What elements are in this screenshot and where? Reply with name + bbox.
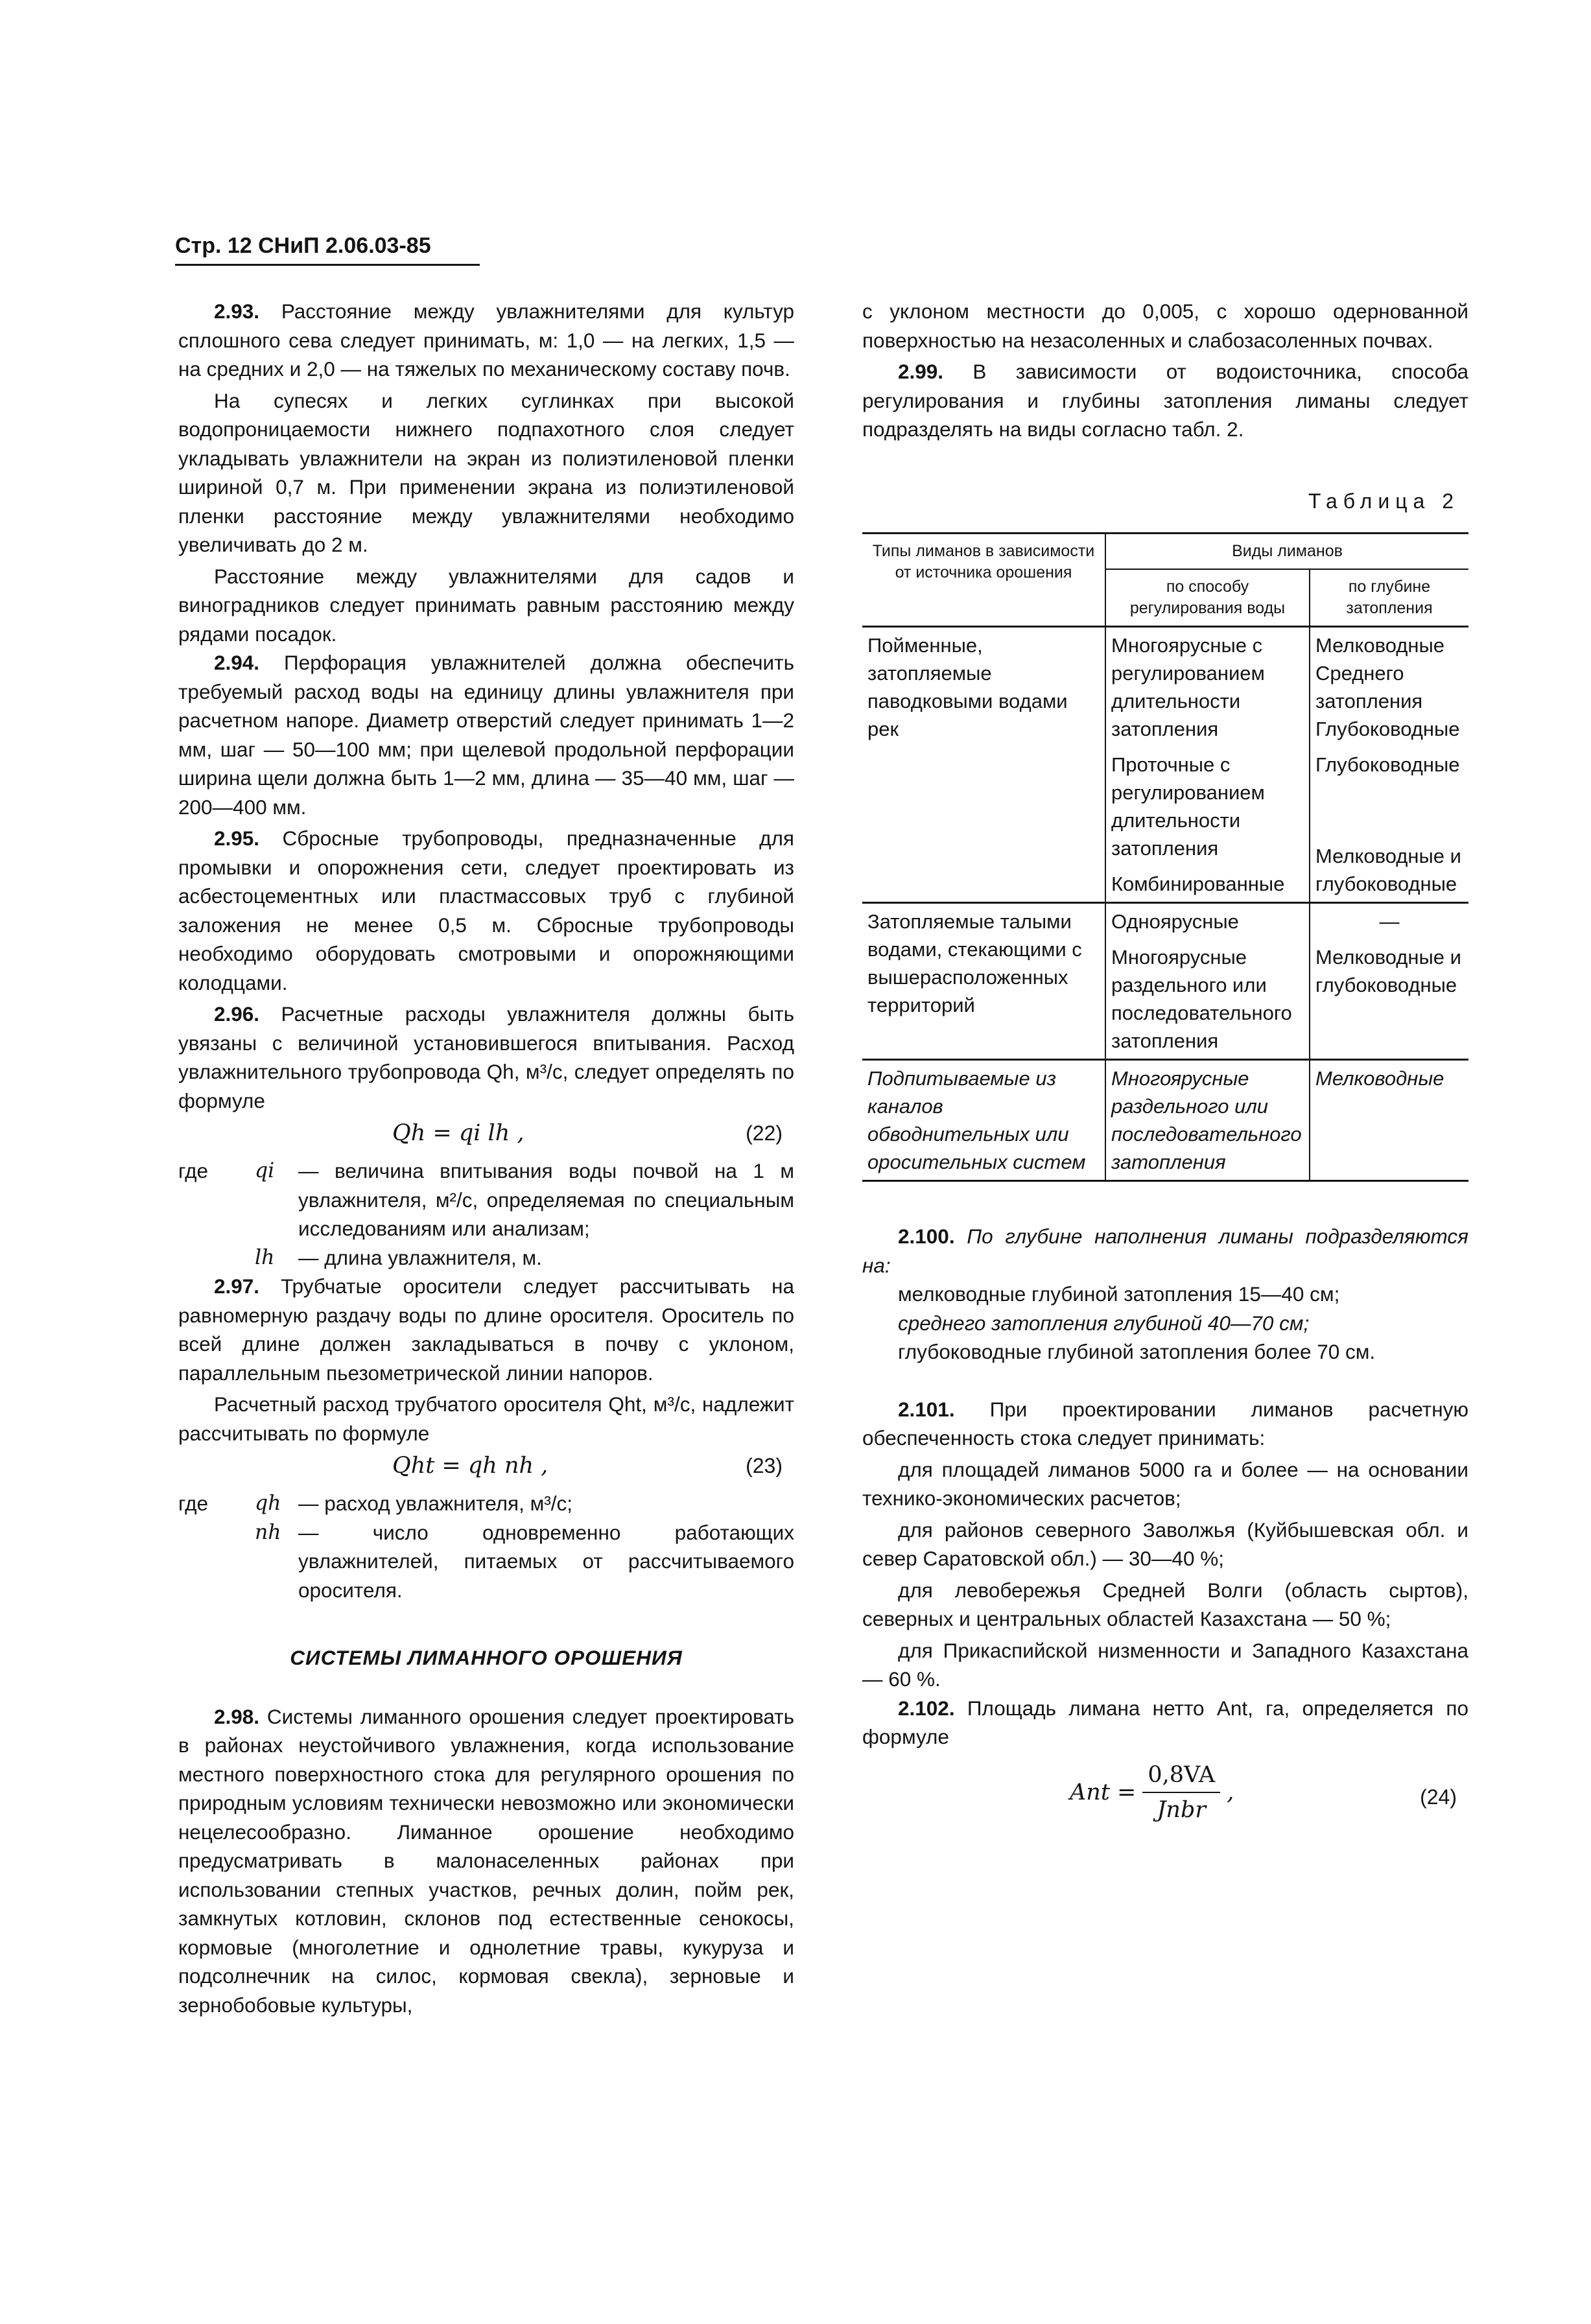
left-column <box>178 297 794 2019</box>
where-item <box>178 1489 794 1518</box>
list-item: для площадей лиманов 5000 га и более — на основании технико-экономических расчетов; <box>862 1457 1468 1510</box>
formula-expression: Qht = qh nh , <box>392 1453 548 1479</box>
table-cell-depth: Мелководные Среднего затопления Глубоководные Глубоководные Мелководные и глубоководные <box>1310 627 1468 903</box>
header-depth: по глубине затопления <box>1310 569 1468 627</box>
clause-text: Сбросные трубопроводы, предназначенные для промывки и опорожнения сети, следует проектировать из асбестоцементных или пластмассовых труб с глубиной заложения не менее 0,5 м. Сбросные трубопроводы необходимо оборудовать смотровыми и опорожняющими колодцами. <box>178 827 794 994</box>
symbol: nh <box>255 1520 281 1544</box>
formula-number: (23) <box>746 1454 783 1477</box>
paragraph-2-93-screen: На супесях и легких суглинках при высокой водопроницаемости нижнего подпахотного слоя следует укладывать увлажнители на экран из полиэтиленовой пленки шириной 0,7 м. При применении экрана из полиэтиленовой пленки расстояние между увлажнителями необходимо увеличивать до 2 м. <box>178 388 794 556</box>
table-cell-type: Подпитываемые из каналов обводнительных или оросительных систем <box>862 1060 1105 1181</box>
formula-23 <box>178 1448 794 1489</box>
list-item: среднего затопления глубиной 40—70 см; <box>898 1311 1310 1335</box>
list-item: для левобережья Средней Волги (область сыртов), северных и центральных областей Казахстана — 50 %; <box>862 1578 1468 1630</box>
where-item <box>178 1156 794 1243</box>
table-cell-regulation: Одноярусные Многоярусные раздельного или последовательного затопления <box>1105 903 1310 1060</box>
definition: — длина увлажнителя, м. <box>298 1245 542 1269</box>
clause-text: В зависимости от водоисточника, способа регулирования и глубины затопления лиманы следует подразделять на виды согласно табл. 2. <box>862 360 1468 441</box>
paragraph-2-102 <box>862 1694 1468 1752</box>
paragraph-2-93-gardens: Расстояние между увлажнителями для садов и виноградников следует принимать равным расстоянию между рядами посадок. <box>178 564 794 646</box>
clause-number: 2.102. <box>898 1696 955 1720</box>
paragraph-2-93 <box>178 297 794 384</box>
table-cell-regulation: Многоярусные раздельного или последовательного затопления <box>1105 1060 1310 1181</box>
clause-text: Площадь лимана нетто Ant, га, определяется по формуле <box>862 1696 1468 1748</box>
paragraph-2-98 <box>178 1702 794 2020</box>
table-cell-type: Затопляемые талыми водами, стекающими с вышерасположенных территорий <box>862 903 1105 1060</box>
table-caption: Таблица 2 <box>1308 489 1459 513</box>
header-type: Типы лиманов в зависимости от источника орошения <box>862 534 1105 627</box>
list-item: для районов северного Заволжья (Куйбышевская обл. и север Саратовской обл.) — 30—40 %; <box>862 1518 1468 1570</box>
clause-number: 2.96. <box>214 1002 260 1026</box>
paragraph-2-96 <box>178 1000 794 1115</box>
clause-text: По глубине наполнения лиманы подразделяются на: <box>862 1225 1468 1277</box>
where-item <box>178 1243 794 1273</box>
paragraph-2-97-formula-intro: Расчетный расход трубчатого оросителя Qht, м³/с, надлежит рассчитывать по формуле <box>178 1392 794 1445</box>
definition: — расход увлажнителя, м³/с; <box>298 1492 573 1515</box>
list-item: глубоководные глубиной затопления более 70 см. <box>898 1340 1376 1363</box>
where-lead: где <box>178 1492 208 1515</box>
clause-number: 2.101. <box>898 1397 955 1421</box>
page-header: Стр. 12 СНиП 2.06.03-85 <box>175 233 480 266</box>
table-cell-depth: Мелководные <box>1310 1060 1468 1181</box>
table-cell-regulation: Многоярусные с регулированием длительности затопления Проточные с регулированием длительности затопления Комбинированные <box>1105 627 1310 903</box>
clause-number: 2.95. <box>214 827 260 850</box>
definition: — число одновременно работающих увлажнителей, питаемых от рассчитываемого оросителя. <box>298 1520 794 1602</box>
formula-expression: Ant = $\frac{0,8VA}{\text{Jnbr}}$ , <box>1070 1761 1234 1823</box>
clause-text: Перфорация увлажнителей должна обеспечить требуемый расход воды на единицу длины увлажнителя при расчетном напоре. Диаметр отверстий следует принимать 1—2 мм, шаг — 50—100 мм; при щелевой продольной перфорации ширина щели должна быть 1—2 мм, длина — 35—40 мм, шаг — 200—400 мм. <box>178 651 794 819</box>
definition: — величина впитывания воды почвой на 1 м увлажнителя, м²/с, определяемая по специальным исследованиям или анализам; <box>298 1159 794 1240</box>
clause-text: Расстояние между увлажнителями для культур сплошного сева следует принимать, м: 1,0 — на легких, 1,5 — на средних и 2,0 — на тяжелых по механическому составу почв. <box>178 299 794 381</box>
formula-22 <box>178 1115 794 1156</box>
section-title: СИСТЕМЫ ЛИМАННОГО ОРОШЕНИЯ <box>290 1646 683 1669</box>
clause-text: При проектировании лиманов расчетную обеспеченность стока следует принимать: <box>862 1397 1468 1450</box>
where-lead: где <box>178 1159 208 1182</box>
formula-number: (22) <box>746 1121 783 1145</box>
clause-text: Системы лиманного орошения следует проектировать в районах неустойчивого увлажнения, когда использование местного поверхностного стока для регулярного орошения по природным условиям технически невозможно или экономически нецелесообразно. Лиманное орошение необходимо предусматривать в малонаселенных районах при использовании степных участков, речных долин, пойм рек, замкнутых котловин, склонов под естественные сенокосы, кормовые (многолетние и однолетние травы, кукуруза и подсолнечник на силос, кормовая свекла), зерновые и зернобобовые культуры, <box>178 1704 794 2017</box>
list-item: для Прикаспийской низменности и Западного Казахстана — 60 %. <box>862 1638 1468 1691</box>
symbol: qi <box>255 1159 275 1182</box>
paragraph-2-98-continued: с уклоном местности до 0,005, с хорошо одернованной поверхностью на незасоленных и слабозасоленных почвах. <box>862 299 1468 352</box>
clause-text: Расчетные расходы увлажнителя должны быть увязаны с величиной установившегося впитывания. Расход увлажнительного трубопровода Qh, м³/с, следует определять по формуле <box>178 1002 794 1112</box>
symbol: lh <box>255 1245 275 1269</box>
list-item: мелководные глубиной затопления 15—40 см; <box>898 1282 1340 1306</box>
clause-text: Трубчатые оросители следует рассчитывать на равномерную раздачу воды по длине оросителя. Ороситель по всей длине должен закладываться в почву с уклоном, параллельным пьезометрической линии напоров. <box>178 1274 794 1385</box>
right-column <box>862 297 1468 1832</box>
formula-24 <box>862 1761 1468 1832</box>
clause-number: 2.94. <box>214 651 260 674</box>
clause-number: 2.99. <box>898 360 944 383</box>
clause-number: 2.98. <box>214 1704 260 1728</box>
paragraph-2-94 <box>178 648 794 821</box>
where-item <box>178 1518 794 1605</box>
table-cell-type: Пойменные, затопляемые паводковыми водами рек <box>867 634 1068 740</box>
paragraph-2-97 <box>178 1272 794 1387</box>
formula-number: (24) <box>1420 1785 1457 1809</box>
paragraph-2-100 <box>862 1222 1468 1280</box>
table-2 <box>862 532 1468 1182</box>
symbol: qh <box>255 1492 281 1515</box>
clause-number: 2.93. <box>214 299 260 323</box>
formula-expression: Qh = qi lh , <box>392 1120 524 1146</box>
clause-number: 2.100. <box>898 1225 955 1248</box>
clause-number: 2.97. <box>214 1274 260 1298</box>
paragraph-2-101 <box>862 1395 1468 1453</box>
paragraph-2-95 <box>178 824 794 997</box>
header-regulation: по способу регулирования воды <box>1105 569 1310 627</box>
header-kinds: Виды лиманов <box>1105 534 1468 570</box>
table-cell-depth: — Мелководные и глубоководные <box>1310 903 1468 1060</box>
paragraph-2-99 <box>862 357 1468 444</box>
